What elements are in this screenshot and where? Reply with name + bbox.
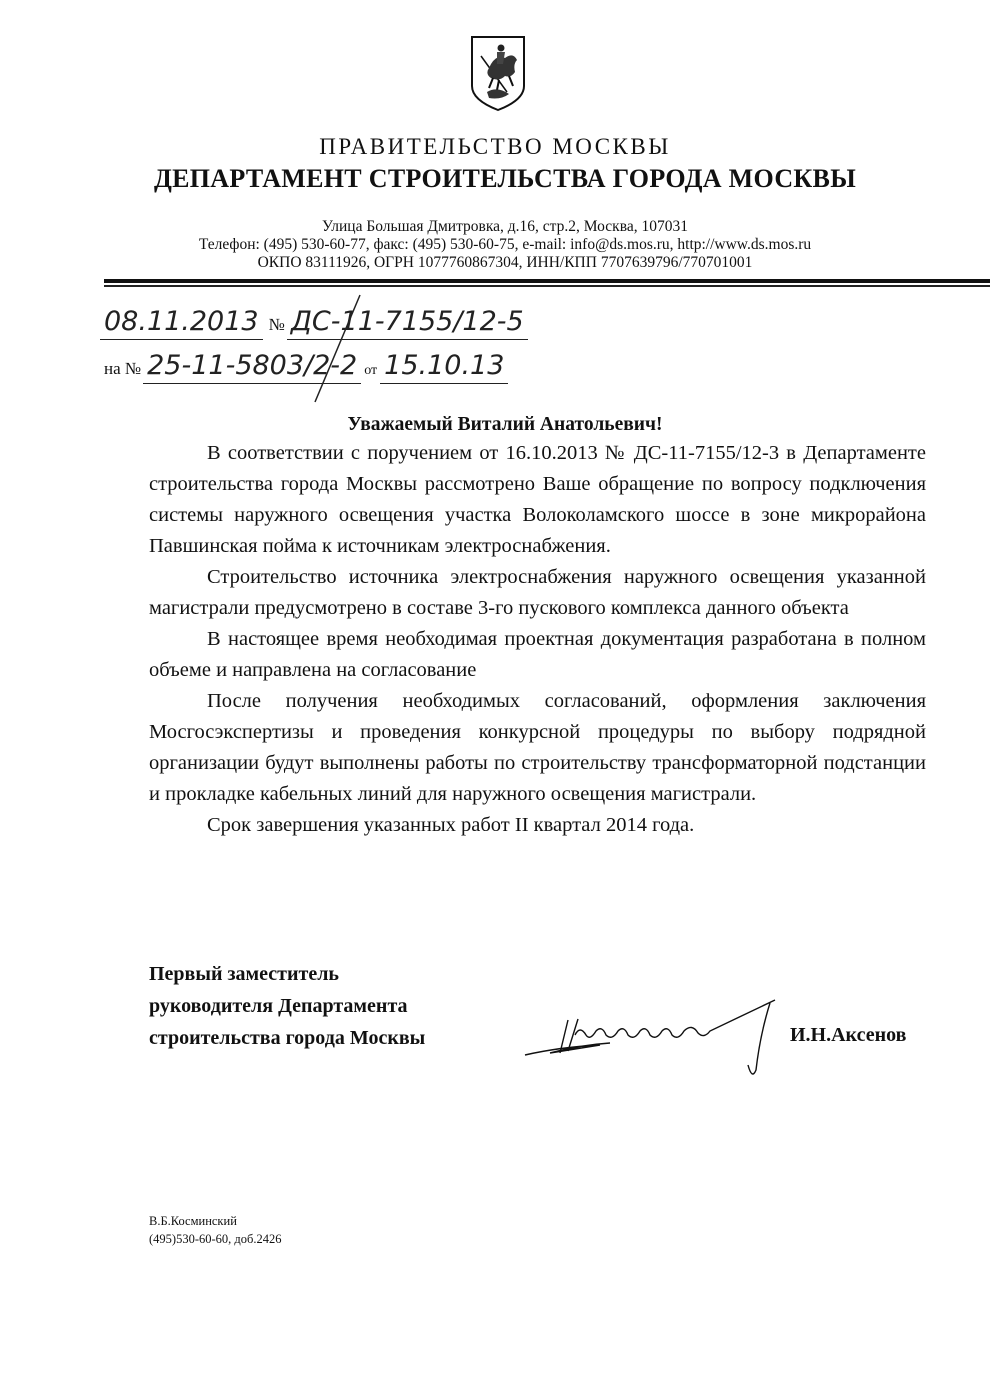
- department-address: Улица Большая Дмитровка, д.16, стр.2, Москва, 107031: [322, 218, 688, 235]
- letter-paragraph: После получения необходимых согласований, оформления заключения Мосгосэкспертизы и проведения конкурсной процедуры по выбору подрядной организации будут выполнены работы по строительству трансформаторной подстанции и прокладке кабельных линий для наружного освещения магистрали.: [149, 690, 926, 805]
- executor-info: [149, 1212, 282, 1248]
- coat-of-arms-emblem: [469, 34, 527, 112]
- outgoing-number: ДС-11-7155/12-5: [287, 305, 528, 340]
- reply-to-number: 25-11-5803/2-2: [143, 349, 361, 384]
- letter-greeting: Уважаемый Виталий Анатольевич!: [347, 414, 663, 435]
- signatory-name: И.Н.Аксенов: [790, 1024, 907, 1046]
- signatory-title-line: руководителя Департамента: [149, 995, 408, 1017]
- letterhead-divider-thin: [104, 285, 990, 287]
- letter-paragraph: В настоящее время необходимая проектная документация разработана в полном объеме и направлена на согласование: [149, 628, 926, 681]
- executor-phone: (495)530-60-60, доб.2426: [149, 1232, 282, 1246]
- outgoing-number-label: №: [268, 315, 285, 334]
- outgoing-date: 08.11.2013: [100, 305, 263, 340]
- letterhead-divider-thick: [104, 279, 990, 283]
- letter-paragraph: В соответствии с поручением от 16.10.2013 № ДС-11-7155/12-3 в Департаменте строительства города Москвы рассмотрено Ваше обращение по вопросу подключения системы наружного освещения участка Волоколамского шоссе в зоне микрорайона Павшинская пойма к источникам электроснабжения.: [149, 442, 926, 557]
- signatory-title: [149, 958, 425, 1054]
- reply-to-label: на №: [104, 359, 142, 378]
- reply-to-date: 15.10.13: [380, 349, 508, 384]
- signatory-title-line: Первый заместитель: [149, 963, 339, 985]
- reply-date-label: от: [364, 363, 378, 378]
- letter-paragraph: Строительство источника электроснабжения наружного освещения указанной магистрали предусмотрено в составе 3-го пускового комплекса данного объекта: [149, 566, 926, 619]
- department-registry-codes: ОКПО 83111926, ОГРН 1077760867304, ИНН/КПП 7707639796/770701001: [257, 254, 753, 271]
- signatory-title-line: строительства города Москвы: [149, 1027, 426, 1049]
- handwritten-slash-mark: [300, 290, 370, 410]
- government-title: ПРАВИТЕЛЬСТВО МОСКВЫ: [319, 134, 671, 159]
- handwritten-signature: [520, 995, 785, 1085]
- letter-body: [149, 438, 926, 841]
- department-title: ДЕПАРТАМЕНТ СТРОИТЕЛЬСТВА ГОРОДА МОСКВЫ: [153, 164, 857, 193]
- executor-name: В.Б.Косминский: [149, 1214, 237, 1228]
- department-contacts: Телефон: (495) 530-60-77, факс: (495) 530-60-75, e-mail: info@ds.mos.ru, http://www.ds.mos.ru: [198, 236, 812, 253]
- letter-paragraph: Срок завершения указанных работ II квартал 2014 года.: [207, 814, 695, 836]
